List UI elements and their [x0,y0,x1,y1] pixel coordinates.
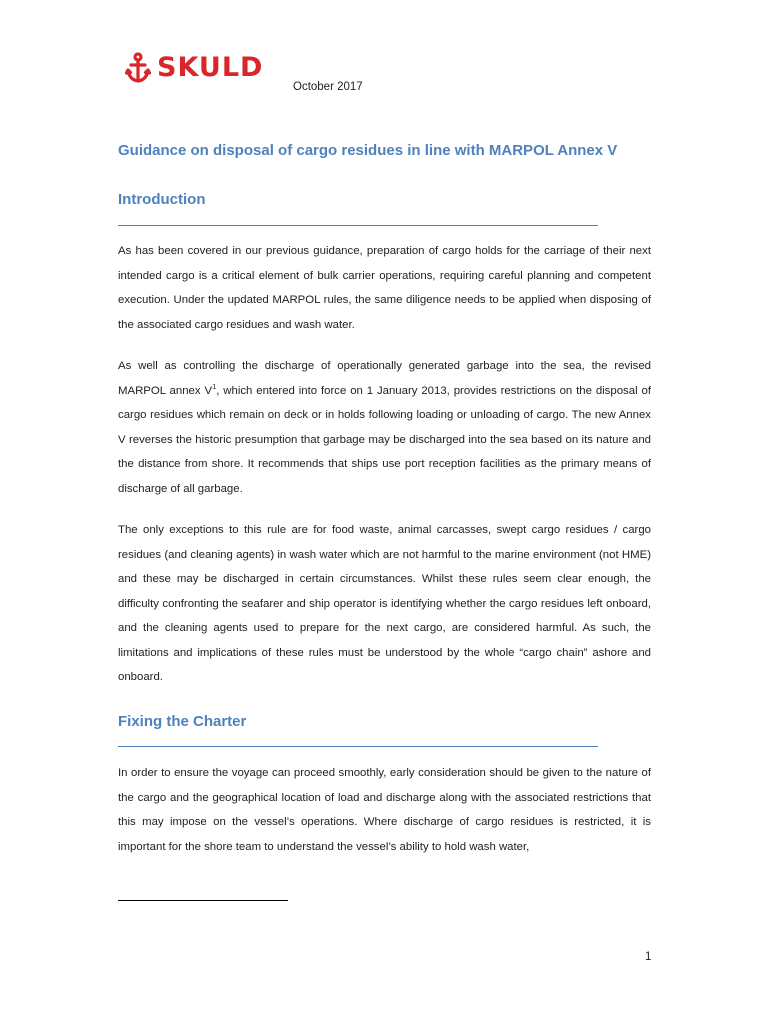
section-divider [118,225,598,226]
footnote-separator [118,900,288,901]
paragraph: The only exceptions to this rule are for food waste, animal carcasses, swept cargo residues / cargo residues (and cleaning agents) in wash water which are not harmful to the marine environment (not HME) and these may be discharged in certain circumstances. Whilst these rules seem clear enough, the difficulty confronting the seafarer and ship operator is identifying whether the cargo residues left onboard, and the cleaning agents used to prepare for the next cargo, are considered harmful. As such, the limitations and implications of these rules must be understood by the whole “cargo chain” ashore and onboard. [118,524,651,683]
logo-wordmark: SKULD [157,52,264,83]
document-title: Guidance on disposal of cargo residues in line with MARPOL Annex V [118,142,618,159]
paragraph-text: , which entered into force on 1 January 2013, provides restrictions on the disposal of cargo residues which remain on deck or in holds following loading or unloading of cargo. The new Annex V reverses the historic presumption that garbage may be discharged into the sea based on its nature and the distance from shore. It recommends that ships use port reception facilities as the primary means of discharge of all garbage. [118,384,651,495]
paragraph: As has been covered in our previous guidance, preparation of cargo holds for the carriage of their next intended cargo is a critical element of bulk carrier operations, requiring careful planning and competent execution. Under the updated MARPOL rules, the same diligence needs to be applied when disposing of the associated cargo residues and wash water. [118,245,651,331]
paragraph: In order to ensure the voyage can proceed smoothly, early consideration should be given to the nature of the cargo and the geographical location of load and discharge along with the associated restrictions that this may impose on the vessel’s operations. Where discharge of cargo residues is restricted, it is important for the shore team to understand the vessel’s ability to hold wash water, [118,767,651,853]
section-heading-fixing-the-charter: Fixing the Charter [118,713,247,730]
footnote-reference[interactable]: 1 [212,381,217,391]
paragraph [118,354,651,501]
paragraph-text: As well as controlling the discharge of operationally generated garbage into the sea, the revised MARPOL annex V [118,360,651,397]
document-date: October 2017 [293,81,363,93]
page-number: 1 [645,951,652,963]
section-divider [118,746,598,747]
anchor-icon [125,52,151,84]
skuld-logo [125,51,263,85]
section-heading-introduction: Introduction [118,191,206,208]
